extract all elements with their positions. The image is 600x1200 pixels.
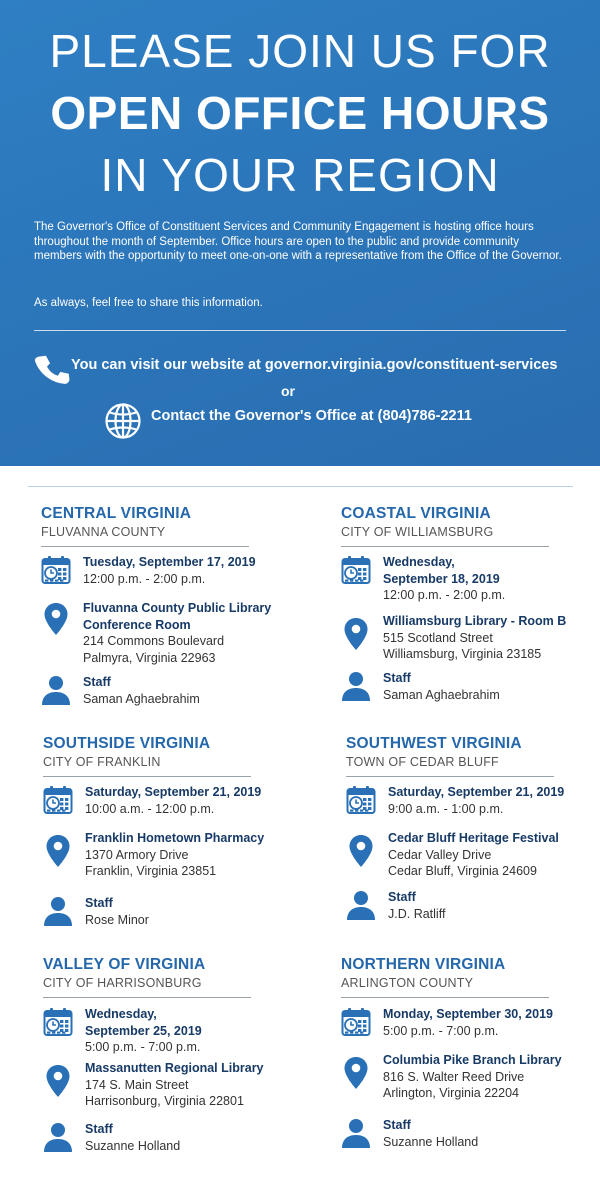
staff-name: Saman Aghaebrahim [383, 687, 500, 702]
staff-label: Staff [388, 890, 416, 904]
person-icon [43, 896, 73, 926]
staff-name: Rose Minor [85, 912, 149, 927]
calendar-icon [43, 1007, 73, 1037]
staff-name: Saman Aghaebrahim [83, 691, 200, 706]
region-title: CENTRAL VIRGINIA [41, 505, 192, 522]
event-date: Wednesday, [85, 1007, 157, 1021]
headline-line-1: PLEASE JOIN US FOR [49, 25, 551, 77]
venue-address: Harrisonburg, Virginia 22801 [85, 1094, 244, 1108]
venue-address: Palmyra, Virginia 22963 [83, 650, 216, 665]
region-locality: TOWN OF CEDAR BLUFF [346, 755, 499, 769]
headline-line-2: OPEN OFFICE HOURS [50, 87, 550, 139]
event-date: September 25, 2019 [85, 1023, 202, 1038]
person-icon [41, 675, 71, 705]
region-card [341, 956, 600, 1149]
region-card [43, 956, 303, 1153]
staff-name: Suzanne Holland [85, 1138, 181, 1153]
venue-address: Arlington, Virginia 22204 [383, 1086, 519, 1100]
region-title: VALLEY OF VIRGINIA [43, 956, 206, 973]
region-divider [43, 776, 251, 777]
region-divider [43, 997, 251, 998]
region-title: NORTHERN VIRGINIA [341, 956, 506, 973]
region-title: SOUTHSIDE VIRGINIA [43, 735, 211, 752]
region-card [346, 735, 600, 921]
region-divider [346, 776, 554, 777]
location-pin-icon [343, 1056, 369, 1090]
headline-line-3: IN YOUR REGION [100, 149, 500, 201]
region-locality: ARLINGTON COUNTY [341, 976, 474, 990]
venue-address: 1370 Armory Drive [85, 847, 189, 862]
contact-row[interactable] [104, 400, 524, 442]
venue-address: 174 S. Main Street [85, 1077, 189, 1092]
venue-address: 816 S. Walter Reed Drive [383, 1069, 525, 1084]
staff-label: Staff [85, 1122, 113, 1136]
region-locality: FLUVANNA COUNTY [41, 525, 166, 539]
venue-name: Conference Room [83, 617, 191, 632]
share-note: As always, feel free to share this information. [34, 297, 263, 309]
location-pin-icon [45, 1064, 71, 1098]
region-card [41, 505, 301, 706]
location-pin-icon [343, 617, 369, 651]
venue-name: Franklin Hometown Pharmacy [85, 831, 265, 845]
event-time: 10:00 a.m. - 12:00 p.m. [85, 801, 215, 816]
person-icon [43, 1122, 73, 1152]
event-time: 5:00 p.m. - 7:00 p.m. [85, 1040, 201, 1054]
region-card [43, 735, 303, 927]
event-time: 5:00 p.m. - 7:00 p.m. [383, 1023, 499, 1038]
calendar-icon [341, 555, 371, 585]
intro-paragraph: The Governor's Office of Constituent Services and Community Engagement is hosting office hours throughout the month of September. Office hours are open to the public and provide community members with the opportunity to meet one-on-one with a representative from the Office of the Governor. [34, 221, 562, 262]
event-date: Saturday, September 21, 2019 [388, 785, 565, 799]
staff-name: J.D. Ratliff [388, 906, 446, 921]
region-divider [341, 997, 549, 998]
venue-name: Columbia Pike Branch Library [383, 1053, 562, 1067]
calendar-icon [346, 785, 376, 815]
banner-divider [34, 330, 566, 331]
venue-address: 515 Scotland Street [383, 630, 493, 645]
staff-name: Suzanne Holland [383, 1134, 479, 1149]
venue-name: Fluvanna County Public Library [83, 601, 272, 615]
region-card [341, 505, 600, 702]
venue-address: Cedar Bluff, Virginia 24609 [388, 864, 537, 878]
venue-address: Cedar Valley Drive [388, 847, 492, 862]
event-time: 12:00 p.m. - 2:00 p.m. [383, 588, 506, 602]
section-divider [28, 486, 573, 487]
event-date: Monday, September 30, 2019 [383, 1007, 553, 1021]
region-title: COASTAL VIRGINIA [341, 505, 491, 522]
event-date: September 18, 2019 [383, 571, 500, 586]
location-pin-icon [43, 602, 69, 636]
calendar-icon [41, 555, 71, 585]
calendar-icon [341, 1007, 371, 1037]
region-title: SOUTHWEST VIRGINIA [346, 735, 522, 752]
event-date: Wednesday, [383, 555, 455, 569]
contact-phone[interactable]: Contact the Governor's Office at (804)786-2211 [151, 408, 472, 424]
venue-address: Williamsburg, Virginia 23185 [383, 647, 542, 661]
globe-icon [104, 402, 142, 440]
website-link[interactable]: You can visit our website at governor.virginia.gov/constituent-services [71, 357, 558, 373]
region-locality: CITY OF HARRISONBURG [43, 976, 202, 990]
calendar-icon [43, 785, 73, 815]
staff-label: Staff [383, 1118, 411, 1132]
venue-name: Massanutten Regional Library [85, 1061, 264, 1075]
event-date: Tuesday, September 17, 2019 [83, 555, 256, 569]
venue-address: 214 Commons Boulevard [83, 634, 225, 648]
staff-label: Staff [83, 675, 111, 689]
venue-name: Williamsburg Library - Room B [383, 614, 567, 628]
staff-label: Staff [383, 671, 411, 685]
person-icon [346, 890, 376, 920]
person-icon [341, 671, 371, 701]
header-banner [0, 0, 600, 466]
venue-address: Franklin, Virginia 23851 [85, 864, 217, 878]
region-divider [341, 546, 549, 547]
or-separator: or [281, 383, 295, 399]
region-locality: CITY OF WILLIAMSBURG [341, 525, 494, 539]
event-date: Saturday, September 21, 2019 [85, 785, 262, 799]
location-pin-icon [348, 834, 374, 868]
event-time: 9:00 a.m. - 1:00 p.m. [388, 801, 504, 816]
event-time: 12:00 p.m. - 2:00 p.m. [83, 571, 206, 586]
person-icon [341, 1118, 371, 1148]
staff-label: Staff [85, 896, 113, 910]
location-pin-icon [45, 834, 71, 868]
region-divider [41, 546, 249, 547]
venue-name: Cedar Bluff Heritage Festival [388, 831, 559, 845]
region-locality: CITY OF FRANKLIN [43, 755, 161, 769]
